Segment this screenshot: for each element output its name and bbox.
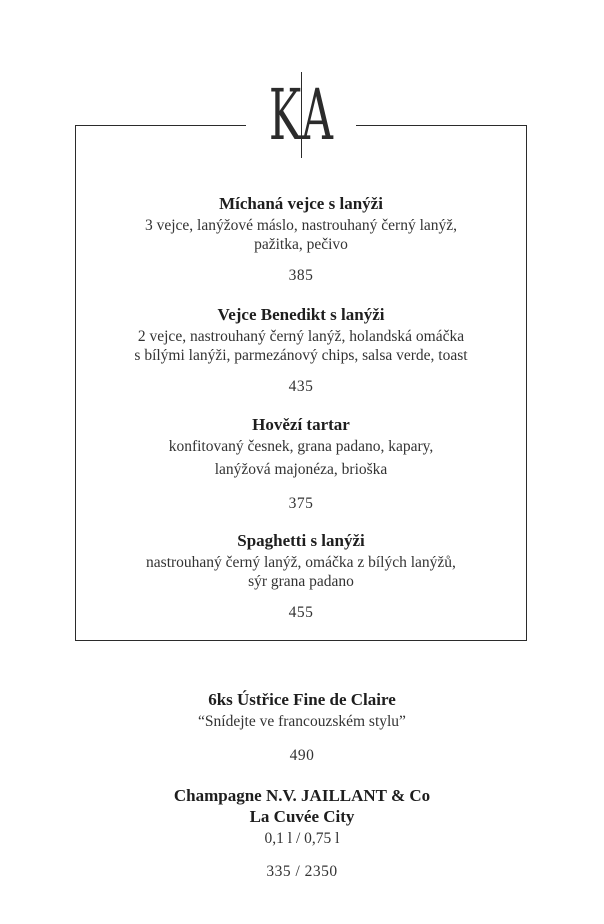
item-description-line: nastrouhaný černý lanýž, omáčka z bílých lanýžů,	[146, 554, 456, 571]
menu-item	[75, 415, 527, 514]
item-description-line: pažitka, pečivo	[254, 236, 348, 253]
item-price: 375	[288, 495, 314, 512]
logo	[246, 70, 356, 160]
item-title: Vejce Benedikt s lanýži	[217, 305, 385, 324]
item-price: 435	[288, 378, 314, 395]
item-price: 490	[289, 747, 315, 764]
item-description-line: s bílými lanýži, parmezánový chips, salsa verde, toast	[134, 347, 468, 364]
item-description-line: 2 vejce, nastrouhaný černý lanýž, holandská omáčka	[137, 328, 465, 345]
item-title: Champagne N.V. JAILLANT & Co	[173, 786, 431, 805]
menu-item	[75, 305, 527, 397]
logo-letter-k: K	[268, 74, 302, 156]
item-description-line: 0,1 l / 0,75 l	[264, 830, 340, 847]
logo-letter-a: A	[301, 74, 334, 156]
item-price: 455	[288, 604, 314, 621]
item-title-line-2: La Cuvée City	[249, 807, 355, 826]
item-title: Míchaná vejce s lanýži	[219, 194, 383, 213]
item-price: 385	[288, 267, 314, 284]
item-title: Hovězí tartar	[252, 415, 350, 434]
item-description-line: sýr grana padano	[248, 573, 354, 590]
item-description-line: “Snídejte ve francouzském stylu”	[198, 713, 406, 730]
item-description-line: konfitovaný česnek, grana padano, kapary,	[168, 438, 434, 455]
menu-item-champagne	[0, 786, 604, 882]
item-description-line: lanýžová majonéza, brioška	[214, 461, 388, 478]
menu-item-oysters	[0, 690, 604, 766]
menu-item	[75, 194, 527, 286]
menu-item	[75, 531, 527, 623]
item-description-line: 3 vejce, lanýžové máslo, nastrouhaný černý lanýž,	[144, 217, 458, 234]
item-title: 6ks Ústřice Fine de Claire	[208, 690, 396, 709]
item-price: 335 / 2350	[266, 863, 338, 880]
item-title: Spaghetti s lanýži	[237, 531, 365, 550]
